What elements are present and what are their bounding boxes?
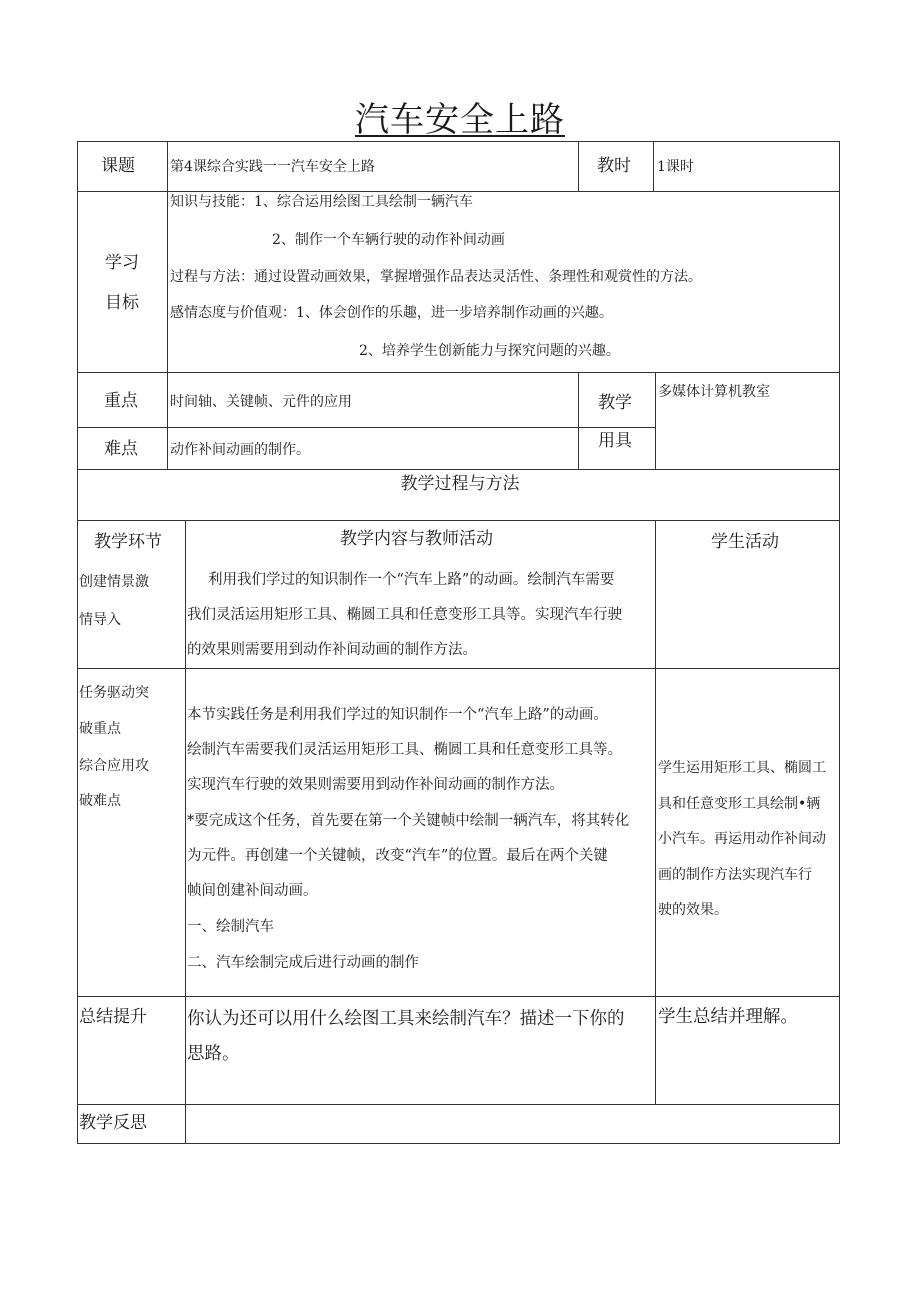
content-line: 二、汽车绘制完成后进行动画的制作 (187, 955, 419, 971)
stage-label: 破重点 (79, 721, 121, 737)
goal-line: 感情态度与价值观：1、体会创作的乐趣，进一步培养制作动画的兴趣。 (170, 305, 613, 321)
summary-content: 思路。 (187, 1044, 240, 1064)
content-line: 实现汽车行驶的效果则需要用到动作补间动画的制作方法。 (187, 777, 564, 793)
stage-label: 创建情景激 (79, 574, 149, 590)
summary-label: 总结提升 (79, 1007, 147, 1027)
goals-label: 学习 (105, 253, 139, 273)
reflection-label: 教学反思 (79, 1113, 147, 1133)
goal-line: 2、培养学生创新能力与探究问题的兴趣。 (359, 343, 620, 359)
student-activity-line: 驶的效果。 (658, 902, 728, 918)
key-point-label: 重点 (104, 391, 138, 411)
content-line: 为元件。再创建一个关键帧，改变“汽车”的位置。最后在两个关键 (187, 848, 608, 864)
col-stage-header: 教学环节 (94, 532, 162, 552)
summary-student: 学生总结并理解。 (658, 1007, 798, 1027)
stage-label: 情导入 (79, 612, 121, 628)
difficulty-value: 动作补间动画的制作。 (170, 442, 310, 458)
student-activity-line: 学生运用矩形工具、椭圆工 (658, 760, 826, 776)
hours-label: 教时 (597, 156, 631, 176)
document-title: 汽车安全上路 (355, 100, 565, 140)
summary-content: 你认为还可以用什么绘图工具来绘制汽车？描述一下你的 (187, 1009, 625, 1029)
student-activity-line: 画的制作方法实现汽车行 (658, 867, 812, 883)
tools-value: 多媒体计算机教室 (658, 384, 770, 400)
goal-line: 过程与方法：通过设置动画效果，掌握增强作品表达灵活性、条理性和观赏性的方法。 (170, 269, 702, 285)
content-line: *要完成这个任务，首先要在第一个关键帧中绘制一辆汽车，将其转化 (187, 813, 630, 829)
content-line: 本节实践任务是利用我们学过的知识制作一个“汽车上路”的动画。 (187, 707, 608, 723)
goal-line: 2、制作一个车辆行驶的动作补间动画 (272, 232, 505, 248)
content-line: 绘制汽车需要我们灵活运用矩形工具、椭圆工具和任意变形工具等。 (187, 742, 622, 758)
stage-label: 破难点 (79, 793, 121, 809)
content-line: 帧间创建补间动画。 (187, 883, 318, 899)
hours-value: 1课时 (657, 159, 694, 175)
tools-label: 用具 (598, 431, 632, 451)
content-line: 利用我们学过的知识制作一个“汽车上路”的动画。绘制汽车需要 (208, 572, 615, 588)
topic-value: 第4课综合实践一一汽车安全上路 (170, 159, 375, 175)
stage-label: 任务驱动突 (79, 685, 149, 701)
col-content-header: 教学内容与教师活动 (340, 529, 493, 549)
col-student-header: 学生活动 (711, 532, 779, 552)
tools-label: 教学 (598, 393, 632, 413)
content-line: 一、绘制汽车 (187, 919, 274, 935)
student-activity-line: 具和任意变形工具绘制•辆 (658, 796, 821, 812)
stage-label: 综合应用攻 (79, 758, 149, 774)
topic-label: 课题 (101, 156, 135, 176)
content-line: 的效果则需要用到动作补间动画的制作方法。 (187, 642, 477, 658)
content-line: 我们灵活运用矩形工具、椭圆工具和任意变形工具等。实现汽车行驶 (187, 607, 622, 623)
student-activity-line: 小汽车。再运用动作补间动 (658, 831, 826, 847)
goal-line: 知识与技能：1、综合运用绘图工具绘制一辆汽车 (170, 194, 473, 210)
key-point-value: 时间轴、关键帧、元件的应用 (170, 394, 352, 410)
goals-label: 目标 (105, 293, 139, 313)
process-heading: 教学过程与方法 (400, 474, 520, 494)
difficulty-label: 难点 (104, 439, 138, 459)
